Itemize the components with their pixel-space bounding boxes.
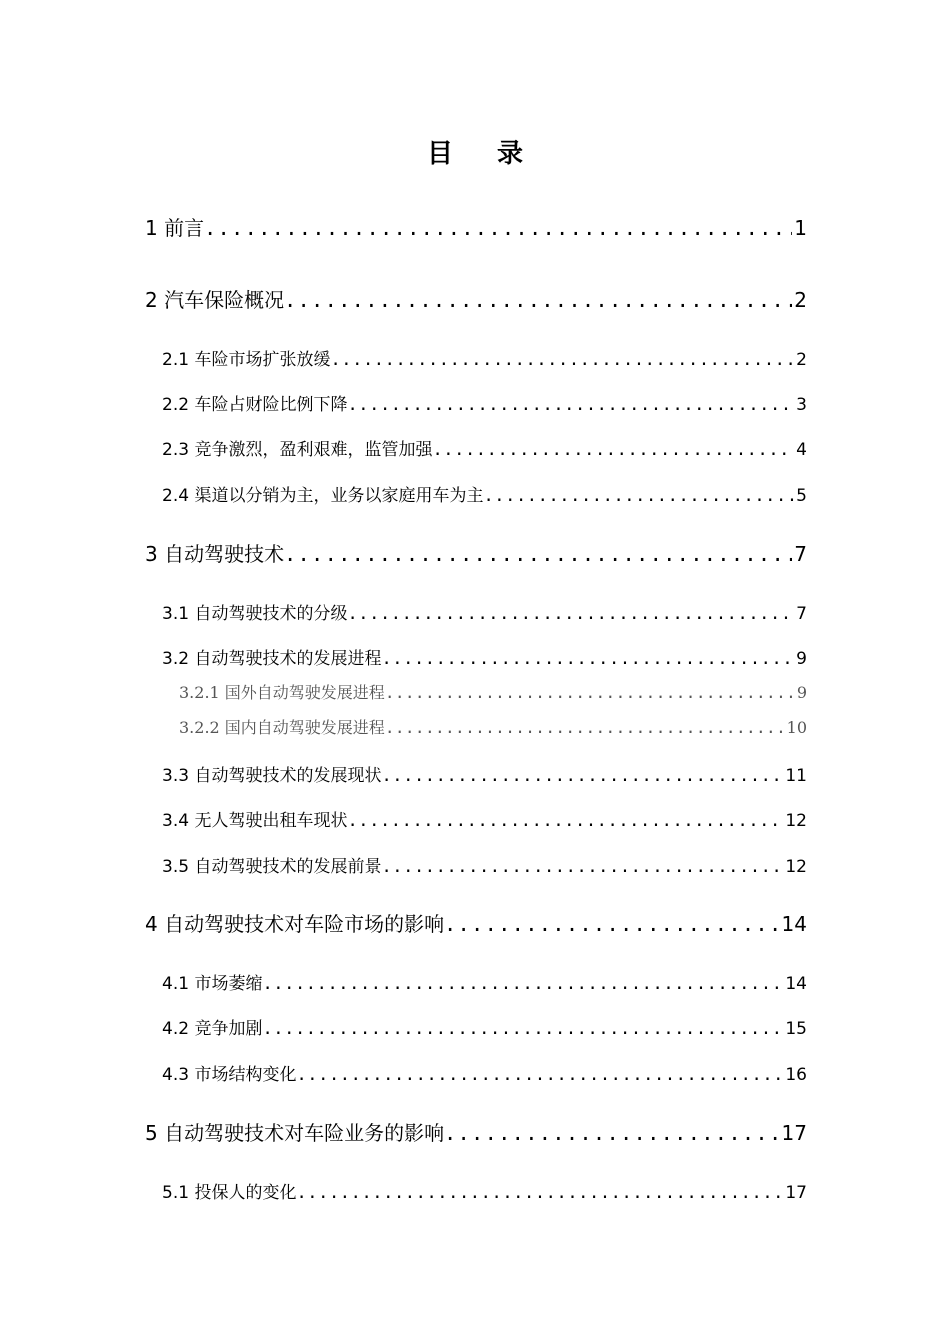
toc-label: 2.2 车险占财险比例下降 bbox=[162, 395, 348, 415]
toc-label: 3.5 自动驾驶技术的发展前景 bbox=[162, 857, 382, 877]
toc-page-number: 14 bbox=[781, 912, 807, 936]
toc-leader bbox=[347, 395, 794, 415]
toc-page-number: 1 bbox=[794, 216, 807, 240]
toc-page-number: 14 bbox=[785, 974, 807, 994]
toc-page-number: 9 bbox=[796, 683, 807, 702]
toc-page-number: 2 bbox=[794, 288, 807, 312]
toc-leader bbox=[262, 1019, 783, 1039]
toc-label: 3.2.1 国外自动驾驶发展进程 bbox=[179, 683, 385, 702]
toc-entry-4-2[interactable] bbox=[162, 1014, 807, 1039]
toc-leader bbox=[432, 440, 794, 460]
toc-entry-5-1[interactable] bbox=[162, 1178, 807, 1203]
toc-label: 4.1 市场萎缩 bbox=[162, 974, 263, 994]
toc-entry-4-3[interactable] bbox=[162, 1060, 807, 1085]
toc-leader bbox=[204, 216, 792, 240]
toc-page-number: 17 bbox=[785, 1183, 807, 1203]
toc-page-number: 9 bbox=[796, 649, 807, 669]
toc-entry-3-2[interactable] bbox=[162, 644, 807, 669]
toc-label: 5.1 投保人的变化 bbox=[162, 1183, 297, 1203]
toc-label: 3.4 无人驾驶出租车现状 bbox=[162, 811, 348, 831]
toc-leader bbox=[262, 974, 783, 994]
toc-entry-5[interactable] bbox=[145, 1117, 807, 1146]
toc-page-number: 15 bbox=[785, 1019, 807, 1039]
toc-page-number: 3 bbox=[796, 395, 807, 415]
toc-leader bbox=[347, 604, 794, 624]
toc-leader bbox=[330, 350, 794, 370]
toc-entry-4-1[interactable] bbox=[162, 969, 807, 994]
toc-entry-2-2[interactable] bbox=[162, 390, 807, 415]
toc-page-number: 12 bbox=[785, 811, 807, 831]
toc-page-number: 12 bbox=[785, 857, 807, 877]
toc-entry-3-5[interactable] bbox=[162, 852, 807, 877]
toc-label: 4 自动驾驶技术对车险市场的影响 bbox=[145, 912, 445, 936]
toc-entry-3-3[interactable] bbox=[162, 761, 807, 786]
toc-leader bbox=[381, 649, 794, 669]
toc-leader bbox=[483, 486, 794, 506]
toc-entry-3-2-2[interactable] bbox=[179, 715, 807, 738]
toc-page-number: 4 bbox=[796, 440, 807, 460]
toc-label: 5 自动驾驶技术对车险业务的影响 bbox=[145, 1121, 445, 1145]
toc-label: 4.2 竞争加剧 bbox=[162, 1019, 263, 1039]
toc-page-number: 7 bbox=[794, 542, 807, 566]
toc-entry-2[interactable] bbox=[145, 284, 807, 313]
toc-label: 3 自动驾驶技术 bbox=[145, 542, 285, 566]
toc-label: 2.3 竞争激烈，盈利艰难，监管加强 bbox=[162, 440, 433, 460]
toc-label: 1 前言 bbox=[145, 216, 205, 240]
toc-page-number: 10 bbox=[786, 718, 807, 737]
toc-label: 3.3 自动驾驶技术的发展现状 bbox=[162, 766, 382, 786]
toc-page-number: 17 bbox=[781, 1121, 807, 1145]
toc-entry-3[interactable] bbox=[145, 538, 807, 567]
toc-leader bbox=[296, 1183, 783, 1203]
toc-leader bbox=[381, 857, 783, 877]
toc-leader bbox=[385, 683, 795, 702]
toc-label: 2.4 渠道以分销为主，业务以家庭用车为主 bbox=[162, 486, 484, 506]
toc-page-number: 11 bbox=[785, 766, 807, 786]
toc-entry-2-4[interactable] bbox=[162, 481, 807, 506]
toc-leader bbox=[444, 1121, 779, 1145]
toc-entry-2-1[interactable] bbox=[162, 345, 807, 370]
toc-leader bbox=[284, 542, 792, 566]
toc-entry-4[interactable] bbox=[145, 908, 807, 937]
toc-entry-3-1[interactable] bbox=[162, 599, 807, 624]
toc-leader bbox=[385, 718, 785, 737]
toc-leader bbox=[444, 912, 779, 936]
toc-entry-3-4[interactable] bbox=[162, 806, 807, 831]
toc-label: 2.1 车险市场扩张放缓 bbox=[162, 350, 331, 370]
toc-leader bbox=[381, 766, 783, 786]
toc-page-number: 7 bbox=[796, 604, 807, 624]
toc-label: 3.1 自动驾驶技术的分级 bbox=[162, 604, 348, 624]
toc-page-number: 2 bbox=[796, 350, 807, 370]
page-title: 目录 bbox=[426, 139, 567, 169]
toc-leader bbox=[284, 288, 792, 312]
toc-entry-2-3[interactable] bbox=[162, 435, 807, 460]
toc-label: 3.2 自动驾驶技术的发展进程 bbox=[162, 649, 382, 669]
toc-label: 2 汽车保险概况 bbox=[145, 288, 285, 312]
toc-page-number: 16 bbox=[785, 1065, 807, 1085]
toc-label: 3.2.2 国内自动驾驶发展进程 bbox=[179, 718, 385, 737]
toc-leader bbox=[296, 1065, 783, 1085]
toc-entry-3-2-1[interactable] bbox=[179, 680, 807, 703]
toc-label: 4.3 市场结构变化 bbox=[162, 1065, 297, 1085]
toc-page-number: 5 bbox=[796, 486, 807, 506]
toc-entry-1[interactable] bbox=[145, 212, 807, 241]
toc-leader bbox=[347, 811, 783, 831]
